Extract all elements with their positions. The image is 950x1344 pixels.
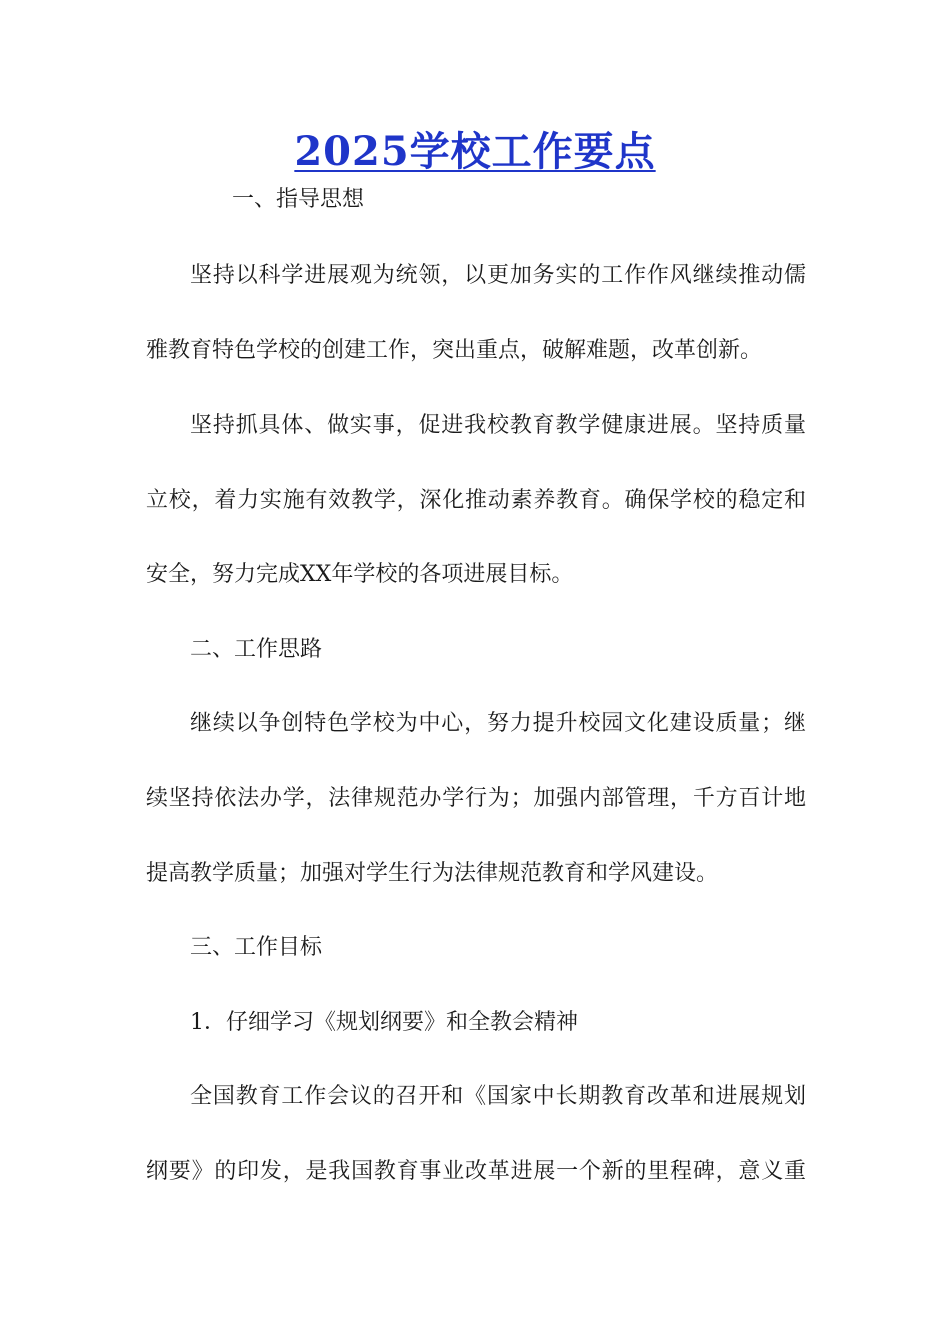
section-heading-work-approach: 二、工作思路 xyxy=(190,637,323,662)
subsection-heading: 1．仔细学习《规划纲要》和全教会精神 xyxy=(190,1010,578,1035)
paragraph-line: 雅教育特色学校的创建工作，突出重点，破解难题，改革创新。 xyxy=(146,338,763,363)
paragraph-line: 续坚持依法办学，法律规范办学行为；加强内部管理，千方百计地 xyxy=(146,786,806,811)
paragraph-line: 继续以争创特色学校为中心，努力提升校园文化建设质量；继 xyxy=(190,711,806,736)
paragraph-line: 安全，努力完成XX年学校的各项进展目标。 xyxy=(146,562,574,587)
paragraph-line: 纲要》的印发，是我国教育事业改革进展一个新的里程碑，意义重 xyxy=(146,1159,806,1184)
section-heading-work-goals: 三、工作目标 xyxy=(190,935,323,960)
paragraph-line: 立校，着力实施有效教学，深化推动素养教育。确保学校的稳定和 xyxy=(146,488,806,513)
document-title: 2025学校工作要点 xyxy=(294,128,656,175)
paragraph-line: 坚持抓具体、做实事，促进我校教育教学健康进展。坚持质量 xyxy=(190,413,806,438)
paragraph-line: 全国教育工作会议的召开和《国家中长期教育改革和进展规划 xyxy=(190,1084,806,1109)
section-heading-guiding-ideology: 一、指导思想 xyxy=(232,187,365,212)
paragraph-line: 坚持以科学进展观为统领，以更加务实的工作作风继续推动儒 xyxy=(190,263,806,288)
paragraph-line: 提高教学质量；加强对学生行为法律规范教育和学风建设。 xyxy=(146,861,719,886)
